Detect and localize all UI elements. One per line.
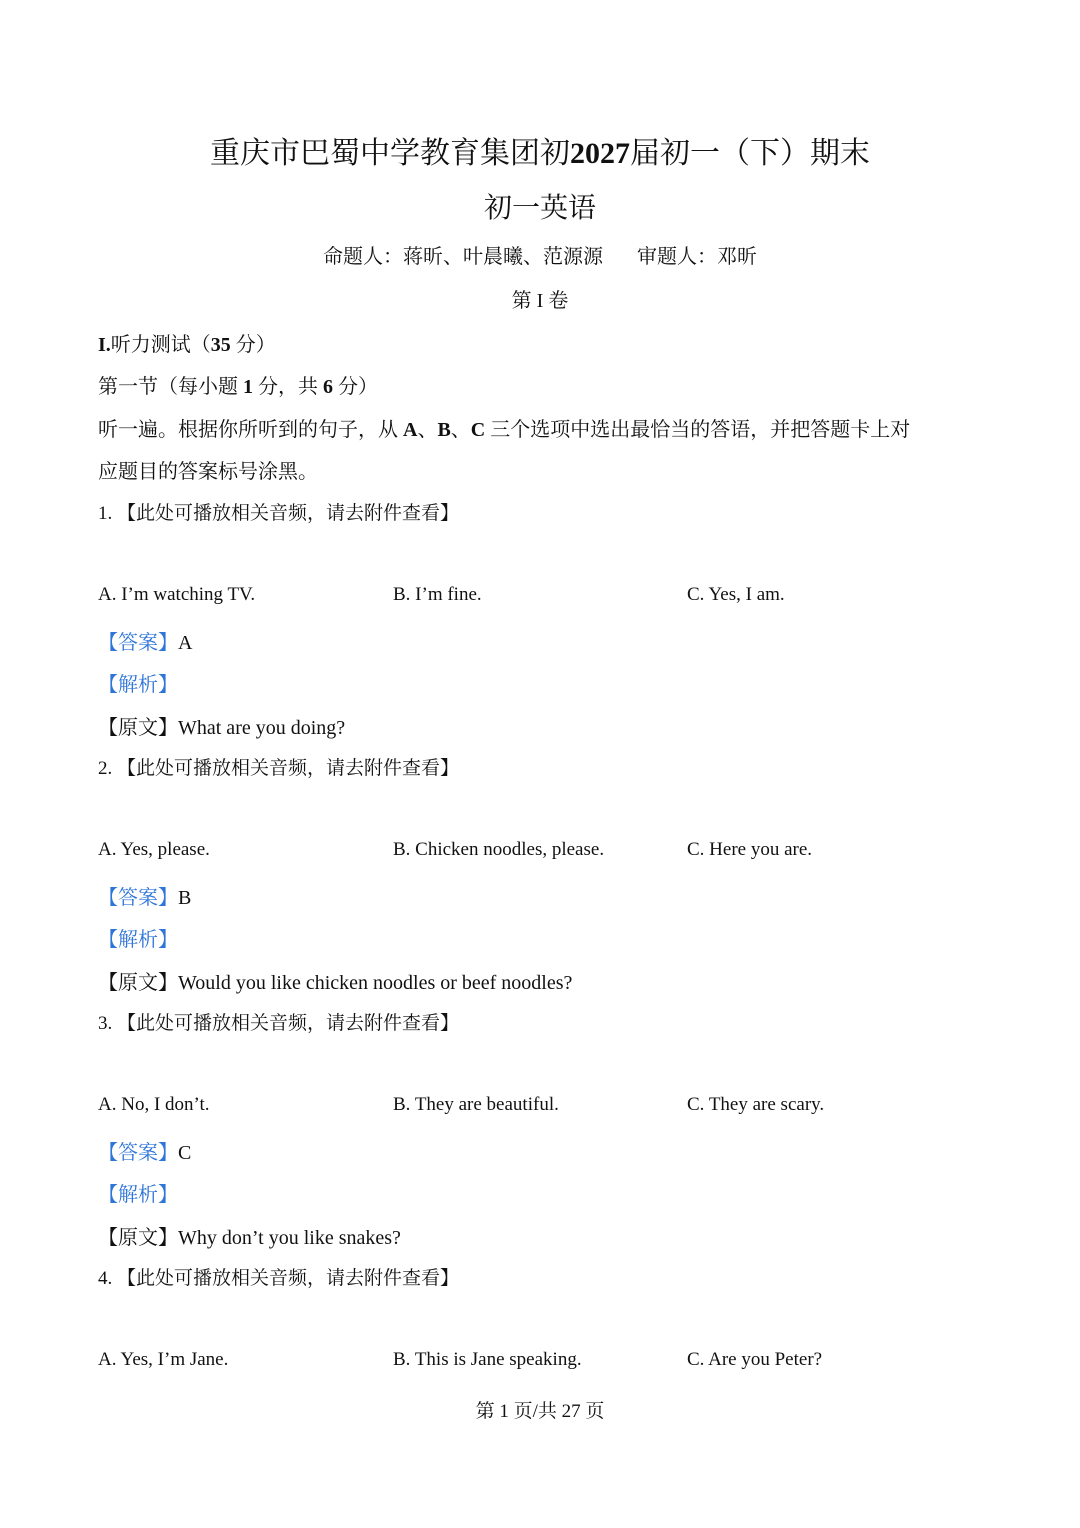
question-1-audio[interactable]: 1. 【此处可播放相关音频，请去附件查看】 <box>98 503 460 524</box>
authors-line <box>0 240 1080 269</box>
volume-label: 第 I 卷 <box>511 290 569 312</box>
question-3-audio[interactable]: 3. 【此处可播放相关音频，请去附件查看】 <box>98 1013 460 1034</box>
title-prefix: 重庆市巴蜀中学教育集团初 <box>210 137 570 170</box>
question-2-option-c: C. Here you are. <box>687 839 813 860</box>
question-3-option-c: C. They are scary. <box>687 1094 825 1115</box>
question-1-option-c: C. Yes, I am. <box>687 584 785 605</box>
page-title <box>0 128 1080 172</box>
title-suffix: 届初一（下）期末 <box>630 137 870 170</box>
question-3-original: 【原文】Why don’t you like snakes? <box>98 1227 401 1249</box>
instruction-line-1: 听一遍。根据你所听到的句子，从 A、B、C 三个选项中选出最恰当的答语，并把答题卡上对 <box>98 419 911 441</box>
question-4-audio[interactable]: 4. 【此处可播放相关音频，请去附件查看】 <box>98 1268 460 1289</box>
question-1-original: 【原文】What are you doing? <box>98 717 346 739</box>
question-1-answer: 【答案】A <box>98 632 193 654</box>
page-subtitle: 初一英语 <box>483 193 596 224</box>
question-3-option-a: A. No, I don’t. <box>98 1094 210 1115</box>
question-1-option-b: B. I’m fine. <box>393 584 482 605</box>
question-2-analysis: 【解析】 <box>98 929 178 951</box>
instruction-line-2: 应题目的答案标号涂黑。 <box>98 461 318 483</box>
section-heading: I.听力测试（35 分） <box>98 334 276 356</box>
question-4-option-a: A. Yes, I’m Jane. <box>98 1349 229 1370</box>
part-heading: 第一节（每小题 1 分，共 6 分） <box>98 376 378 398</box>
title-year: 2027 <box>570 137 630 170</box>
question-2-option-b: B. Chicken noodles, please. <box>393 839 605 860</box>
question-4-option-b: B. This is Jane speaking. <box>393 1349 582 1370</box>
question-1-analysis: 【解析】 <box>98 674 178 696</box>
question-2-audio[interactable]: 2. 【此处可播放相关音频，请去附件查看】 <box>98 758 460 779</box>
question-3-analysis: 【解析】 <box>98 1184 178 1206</box>
reviewer: 审题人：邓昕 <box>637 246 757 268</box>
question-setters: 命题人：蒋昕、叶晨曦、范源源 <box>323 246 603 268</box>
question-3-option-b: B. They are beautiful. <box>393 1094 559 1115</box>
question-2-answer: 【答案】B <box>98 887 192 909</box>
question-4-option-c: C. Are you Peter? <box>687 1349 823 1370</box>
question-1-option-a: A. I’m watching TV. <box>98 584 256 605</box>
page-number: 第 1 页/共 27 页 <box>475 1401 605 1422</box>
question-2-original: 【原文】Would you like chicken noodles or beef noodles? <box>98 972 573 994</box>
question-2-option-a: A. Yes, please. <box>98 839 210 860</box>
question-3-answer: 【答案】C <box>98 1142 192 1164</box>
